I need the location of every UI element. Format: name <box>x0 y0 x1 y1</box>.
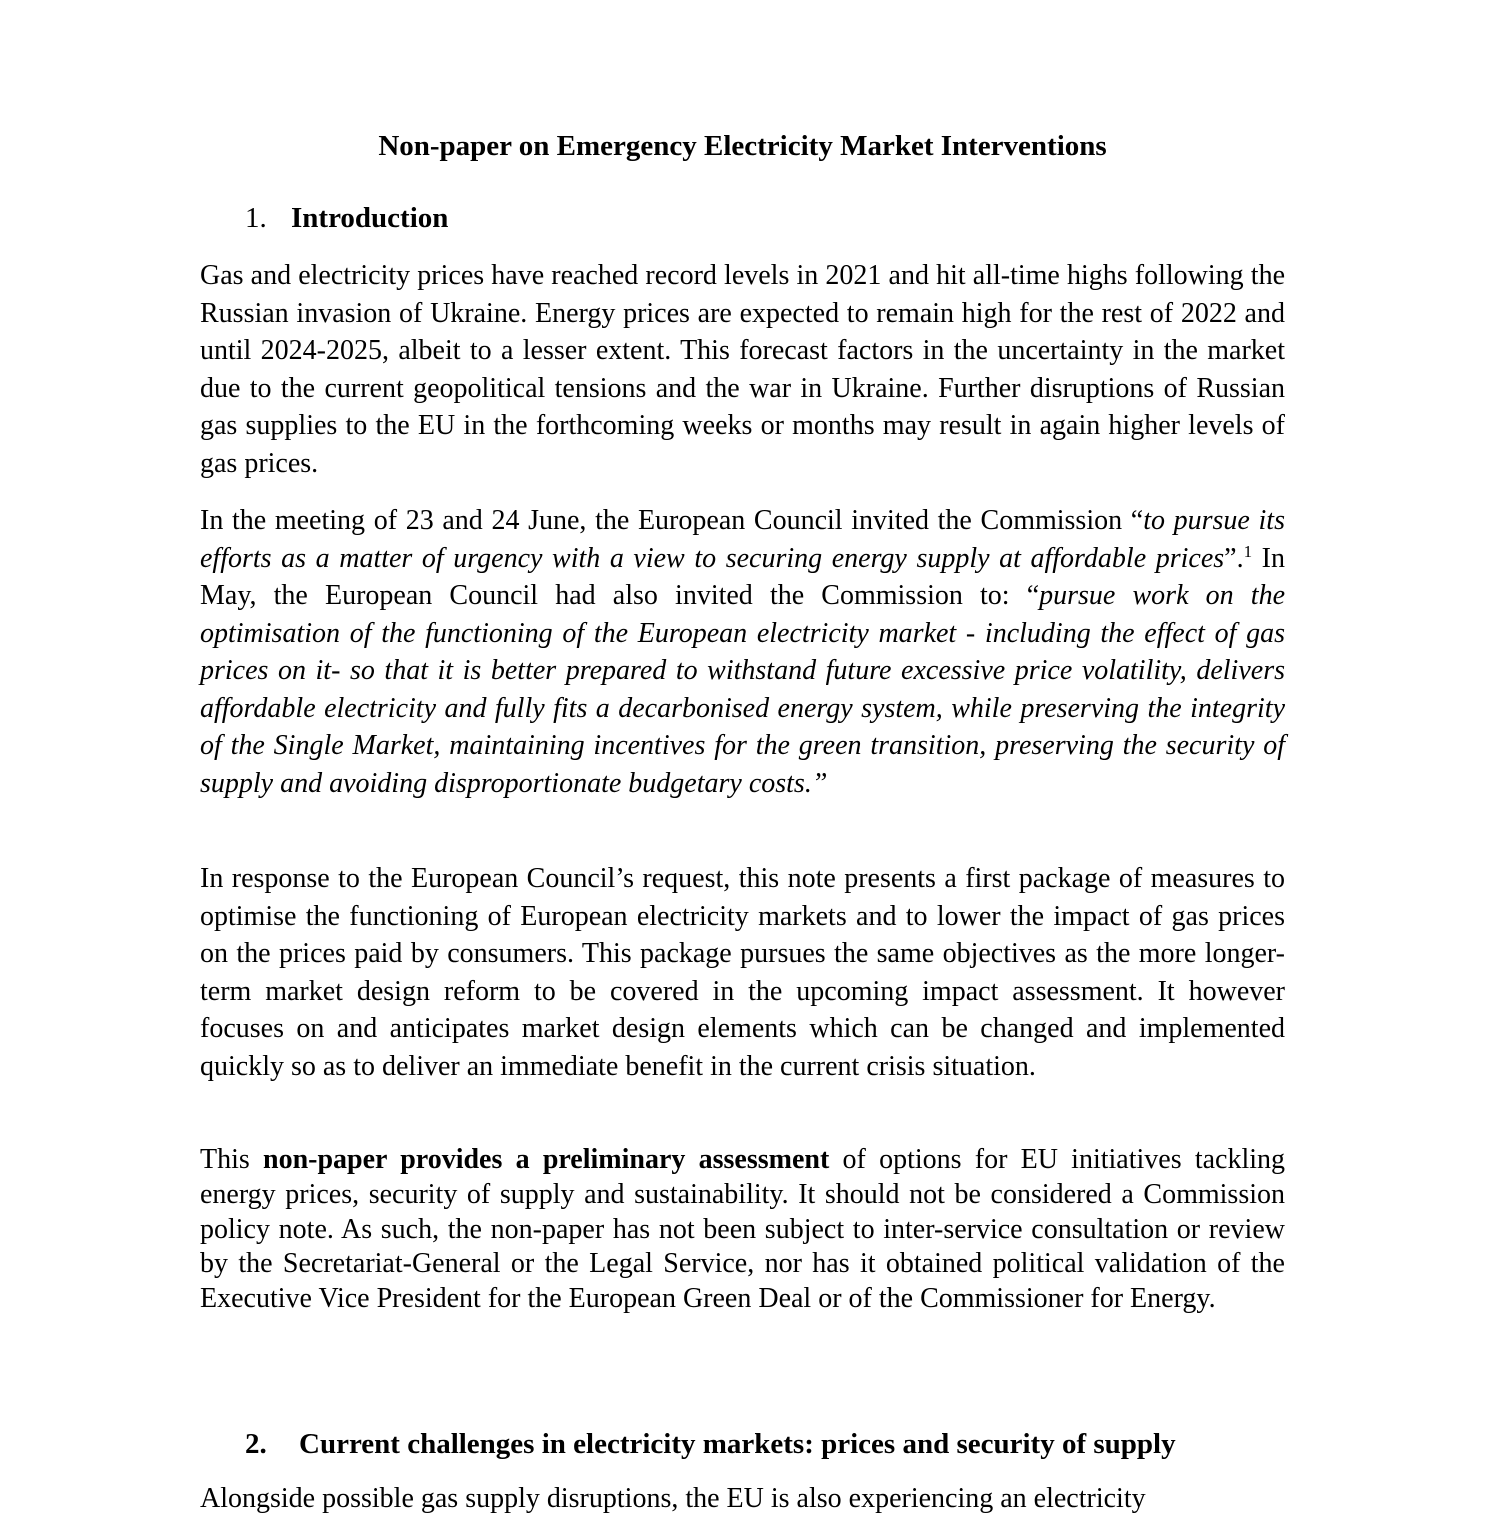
footnote-reference[interactable]: 1 <box>1243 541 1253 561</box>
paragraph-response: In response to the European Council’s request, this note presents a first package of measures to optimise the functioning of European electricity markets and to lower the impact of gas prices on the prices paid by consumers. This package pursues the same objectives as the more longer-term market design reform to be covered in the upcoming impact assessment. It however focuses on and anticipates market design elements which can be changed and implemented quickly so as to deliver an immediate benefit in the current crisis situation. <box>200 863 1285 1082</box>
section-number: 2. <box>245 1428 267 1460</box>
paragraph-supply-disruptions: Alongside possible gas supply disruptions, the EU is also experiencing an electricity <box>200 1483 1146 1514</box>
bold-text: non-paper provides a preliminary assessment <box>263 1144 830 1175</box>
paragraph-disclaimer <box>200 1143 1285 1317</box>
document-title: Non-paper on Emergency Electricity Market Interventions <box>378 130 1107 162</box>
quote-text: pursue work on the optimisation of the functioning of the European electricity market - including the effect of gas prices on it- so that it is better prepared to withstand future excessive price volatility, delivers affordable electricity and fully fits a decarbonised energy system, while preserving the integrity of the Single Market, maintaining incentives for the green transition, preserving the security of supply and avoiding disproportionate budgetary costs.” <box>200 580 1285 799</box>
quote-text: to pursue its efforts as a matter of urgency with a view to securing energy supply at affordable prices <box>200 505 1285 574</box>
text: In May, the European Council had also invited the Commission to: “ <box>200 542 1285 611</box>
section-number: 1. <box>245 202 267 234</box>
text: This <box>200 1144 264 1175</box>
paragraph-energy-prices: Gas and electricity prices have reached record levels in 2021 and hit all-time highs following the Russian invasion of Ukraine. Energy prices are expected to remain high for the rest of 2022 and until 2024-2025, albeit to a lesser extent. This forecast factors in the uncertainty in the market due to the current geopolitical tensions and the war in Ukraine. Further disruptions of Russian gas supplies to the EU in the forthcoming weeks or months may result in again higher levels of gas prices. <box>200 260 1285 479</box>
text: In the meeting of 23 and 24 June, the European Council invited the Commission “ <box>200 505 1144 536</box>
section-title: Current challenges in electricity markets: prices and security of supply <box>299 1428 1176 1460</box>
text: ”. <box>1224 542 1244 574</box>
text: of options for EU initiatives tackling energy prices, security of supply and sustainability. It should not be considered a Commission policy note. As such, the non-paper has not been subject to inter-service consultation or review by the Secretariat-General or the Legal Service, nor has it obtained political validation of the Executive Vice President for the European Green Deal or of the Commissioner for Energy. <box>200 1144 1286 1315</box>
section-title: Introduction <box>291 202 449 234</box>
section-heading-current-challenges <box>245 1426 1176 1462</box>
paragraph-european-council <box>200 502 1285 802</box>
section-heading-introduction <box>245 200 448 236</box>
